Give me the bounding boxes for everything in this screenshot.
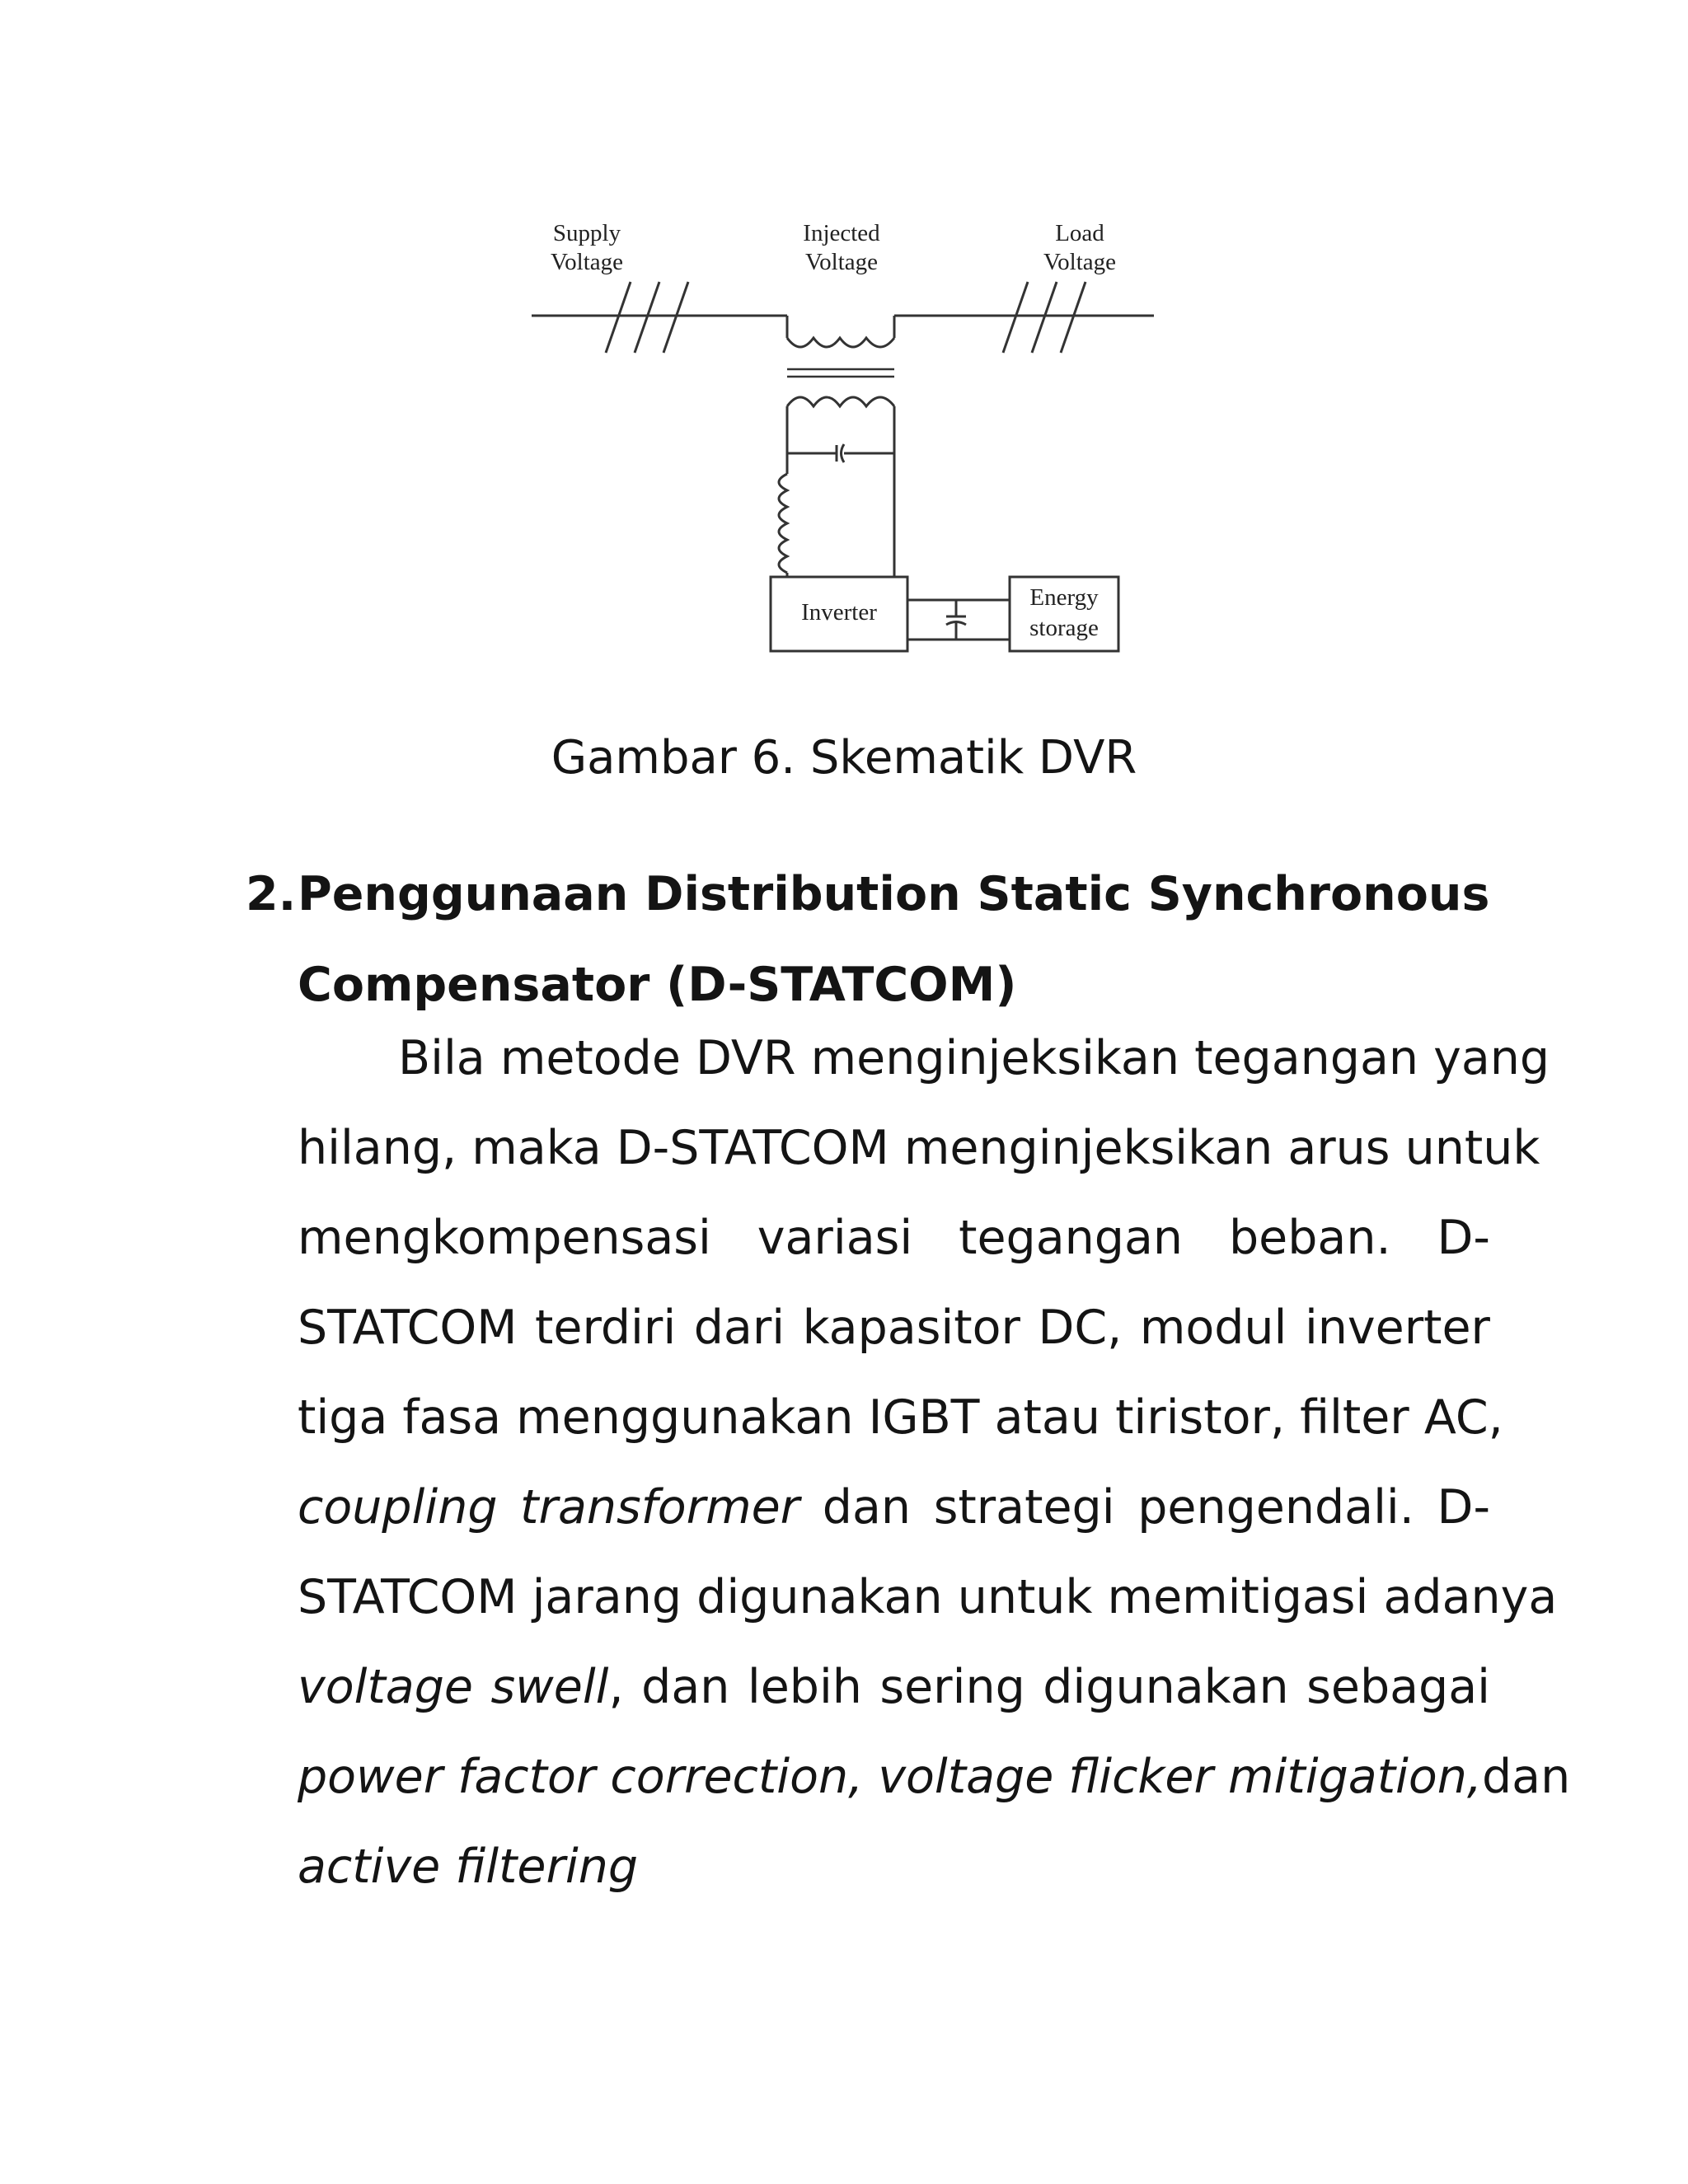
- filter-inductor: [779, 474, 787, 573]
- line-text: dan strategi pengendali. D-: [799, 1480, 1491, 1535]
- paragraph-line: [298, 1822, 1490, 1912]
- heading-line-1: Penggunaan Distribution Static Synchronous: [298, 867, 1490, 921]
- primary-winding: [787, 338, 894, 347]
- inverter-label: Inverter: [801, 599, 877, 626]
- paragraph-line: hilang, maka D-STATCOM menginjeksikan arus untuk: [298, 1121, 1540, 1175]
- paragraph-line: Bila metode DVR menginjeksikan tegangan yang: [398, 1031, 1550, 1085]
- capacitor-plate-curved: [842, 444, 845, 462]
- heading-line-2: Compensator (D-STATCOM): [298, 958, 1017, 1012]
- supply-label-1: Supply: [552, 220, 621, 246]
- injected-label-2: Voltage: [804, 249, 879, 275]
- paragraph-line: STATCOM jarang digunakan untuk memitigasi adanya: [298, 1570, 1558, 1624]
- paragraph-line: [298, 1463, 1490, 1553]
- heading-number: 2.: [246, 867, 297, 921]
- phase-slash: [1061, 282, 1085, 353]
- paragraph-line: [298, 1643, 1490, 1732]
- phase-slash: [606, 282, 631, 353]
- paragraph-line: mengkompensasi variasi tegangan beban. D-: [298, 1211, 1490, 1265]
- phase-slash: [1003, 282, 1028, 353]
- phase-slash: [635, 282, 659, 353]
- supply-label-2: Voltage: [550, 249, 624, 275]
- paragraph-line: tiga fasa menggunakan IGBT atau tiristor, filter AC,: [298, 1390, 1503, 1445]
- line-text: , dan lebih sering digunakan sebagai: [608, 1660, 1491, 1714]
- load-label-2: Voltage: [1043, 249, 1117, 275]
- dvr-schematic-figure: [528, 206, 1170, 668]
- energy-label-2: storage: [1029, 615, 1099, 641]
- figure-caption: Gambar 6. Skematik DVR: [551, 731, 1137, 785]
- dvr-schematic-diagram: [528, 206, 1170, 668]
- phase-slash: [663, 282, 688, 353]
- body-paragraph: [298, 1014, 1571, 1912]
- load-label-1: Load: [1055, 220, 1104, 246]
- secondary-winding: [787, 397, 894, 406]
- paragraph-line: STATCOM terdiri dari kapasitor DC, modul inverter: [298, 1301, 1490, 1355]
- italic-term: power factor correction, voltage flicker mitigation,: [298, 1750, 1482, 1804]
- italic-term: coupling transformer: [298, 1480, 800, 1535]
- italic-term: voltage swell: [298, 1660, 609, 1714]
- italic-term: active filtering: [298, 1840, 639, 1894]
- phase-slash: [1032, 282, 1057, 353]
- section-heading: [246, 849, 1490, 1030]
- paragraph-line: [298, 1732, 1571, 1822]
- injected-label-1: Injected: [803, 220, 880, 246]
- energy-label-1: Energy: [1029, 584, 1099, 611]
- line-text: dan: [1482, 1750, 1571, 1804]
